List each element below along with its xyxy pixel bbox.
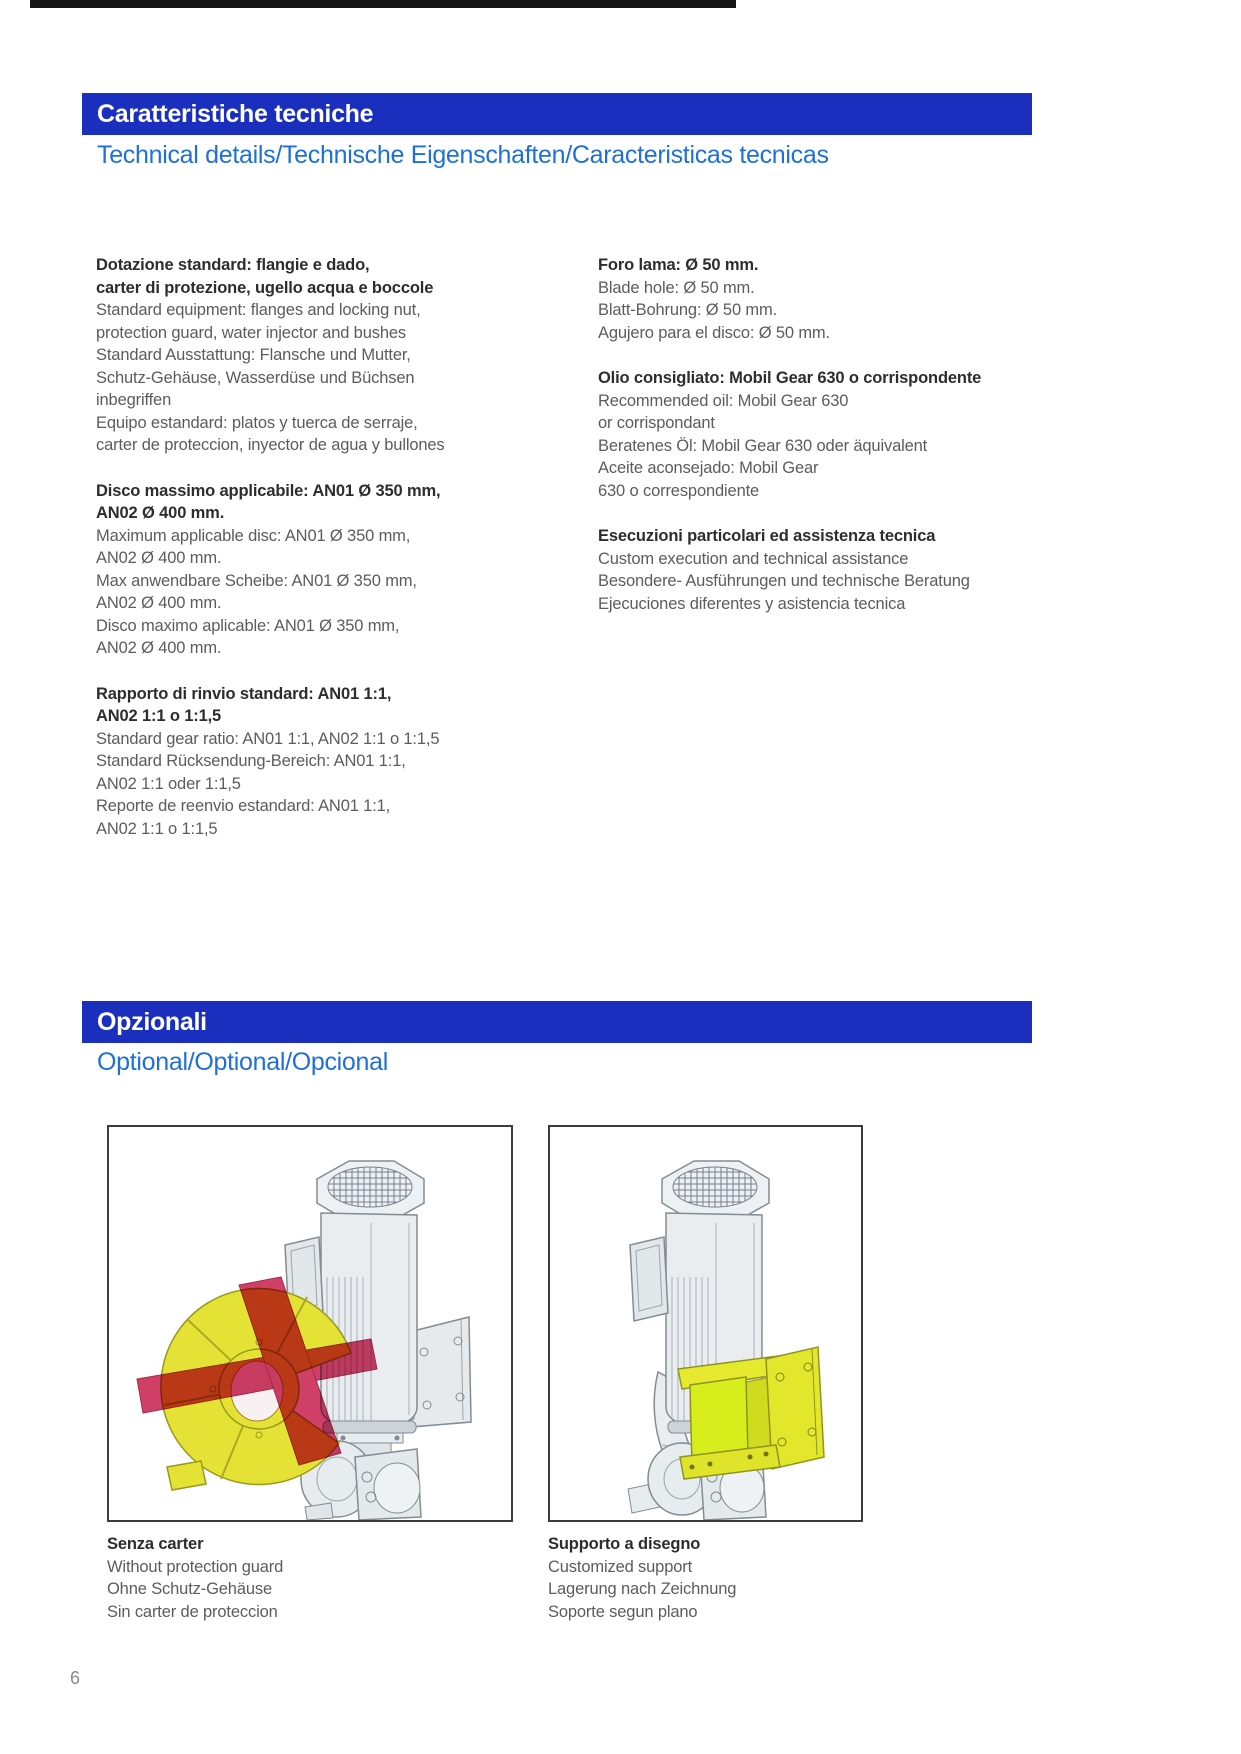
body-line: Max anwendbare Scheibe: AN01 Ø 350 mm, [96, 571, 417, 590]
body-line: Standard equipment: flanges and locking nut, [96, 301, 421, 319]
body-line: Disco maximo aplicable: AN01 Ø 350 mm, [96, 616, 400, 635]
section-title-optional: Opzionali [97, 1008, 207, 1036]
body-line: carter de proteccion, inyector de agua y bullones [96, 436, 445, 454]
body-line: 630 o correspondiente [598, 481, 760, 500]
page-number: 6 [70, 1668, 81, 1688]
body-line: or corrispondant [598, 414, 715, 432]
section-header-technical [82, 93, 1032, 135]
figure-without-guard [107, 1125, 513, 1522]
heading-line: carter di protezione, ugello acqua e boccole [96, 278, 434, 297]
body-line: Blatt-Bohrung: Ø 50 mm. [598, 301, 778, 319]
body-line: Maximum applicable disc: AN01 Ø 350 mm, [96, 526, 411, 545]
caption-line: Ohne Schutz-Gehäuse [107, 1580, 273, 1598]
heading-line: AN02 1:1 o 1:1,5 [96, 707, 222, 725]
heading-line: AN02 Ø 400 mm. [96, 504, 225, 522]
body-line: AN02 1:1 oder 1:1,5 [96, 774, 241, 793]
body-line: Reporte de reenvio estandard: AN01 1:1, [96, 797, 391, 815]
heading-line: Dotazione standard: flangie e dado, [96, 256, 370, 274]
section-title-technical: Caratteristiche tecniche [97, 100, 374, 128]
figure-caption-custom-support [548, 1533, 736, 1623]
heading-line: Foro lama: Ø 50 mm. [598, 256, 759, 274]
body-line: AN02 1:1 o 1:1,5 [96, 819, 218, 838]
body-line: Recommended oil: Mobil Gear 630 [598, 391, 849, 410]
body-line: Standard gear ratio: AN01 1:1, AN02 1:1 o 1:1,5 [96, 729, 440, 748]
page-edge-strip [30, 0, 736, 8]
section-subtitle-optional: Optional/Optional/Opcional [97, 1048, 388, 1076]
body-line: AN02 Ø 400 mm. [96, 594, 222, 612]
body-line: AN02 Ø 400 mm. [96, 549, 222, 567]
caption-heading: Supporto a disegno [548, 1535, 701, 1553]
body-line: protection guard, water injector and bushes [96, 323, 406, 342]
body-line: Ejecuciones diferentes y asistencia tecnica [598, 594, 906, 613]
body-line: Aceite aconsejado: Mobil Gear [598, 459, 819, 477]
support-bracket [678, 1347, 824, 1479]
technical-right-column [598, 254, 1068, 638]
caption-line: Without protection guard [107, 1557, 284, 1576]
caption-line: Soporte segun plano [548, 1602, 698, 1621]
section-subtitle-technical: Technical details/Technische Eigenschaften/Caracteristicas tecnicas [97, 141, 829, 169]
body-line: Beratenes Öl: Mobil Gear 630 oder äquivalent [598, 436, 928, 455]
heading-line: Olio consigliato: Mobil Gear 630 o corrispondente [598, 369, 982, 387]
text-block [96, 254, 566, 457]
body-line: Besondere- Ausführungen und technische Beratung [598, 572, 970, 590]
machine-custom-support-illustration [550, 1127, 861, 1520]
text-block [96, 480, 566, 660]
heading-line: Disco massimo applicabile: AN01 Ø 350 mm, [96, 481, 441, 500]
caption-line: Sin carter de proteccion [107, 1602, 278, 1621]
machine-no-guard-illustration [109, 1127, 511, 1520]
body-line: Custom execution and technical assistance [598, 549, 909, 568]
body-line: AN02 Ø 400 mm. [96, 639, 222, 657]
body-line: Blade hole: Ø 50 mm. [598, 278, 755, 297]
caption-line: Lagerung nach Zeichnung [548, 1580, 737, 1598]
body-line: Standard Rücksendung-Bereich: AN01 1:1, [96, 752, 406, 770]
technical-left-column [96, 254, 566, 863]
figure-custom-support [548, 1125, 863, 1522]
body-line: Schutz-Gehäuse, Wasserdüse und Büchsen [96, 368, 415, 387]
heading-line: Rapporto di rinvio standard: AN01 1:1, [96, 684, 392, 703]
figure-caption-without-guard [107, 1533, 283, 1623]
section-header-optional [82, 1001, 1032, 1043]
heading-line: Esecuzioni particolari ed assistenza tecnica [598, 527, 936, 545]
text-block [598, 367, 1068, 502]
body-line: Equipo estandard: platos y tuerca de serraje, [96, 413, 418, 432]
caption-line: Customized support [548, 1557, 693, 1576]
body-line: Standard Ausstattung: Flansche und Mutter, [96, 346, 411, 364]
body-line: Agujero para el disco: Ø 50 mm. [598, 323, 830, 342]
text-block [598, 525, 1068, 615]
body-line: inbegriffen [96, 391, 172, 409]
text-block [598, 254, 1068, 344]
caption-heading: Senza carter [107, 1535, 204, 1553]
text-block [96, 683, 566, 841]
